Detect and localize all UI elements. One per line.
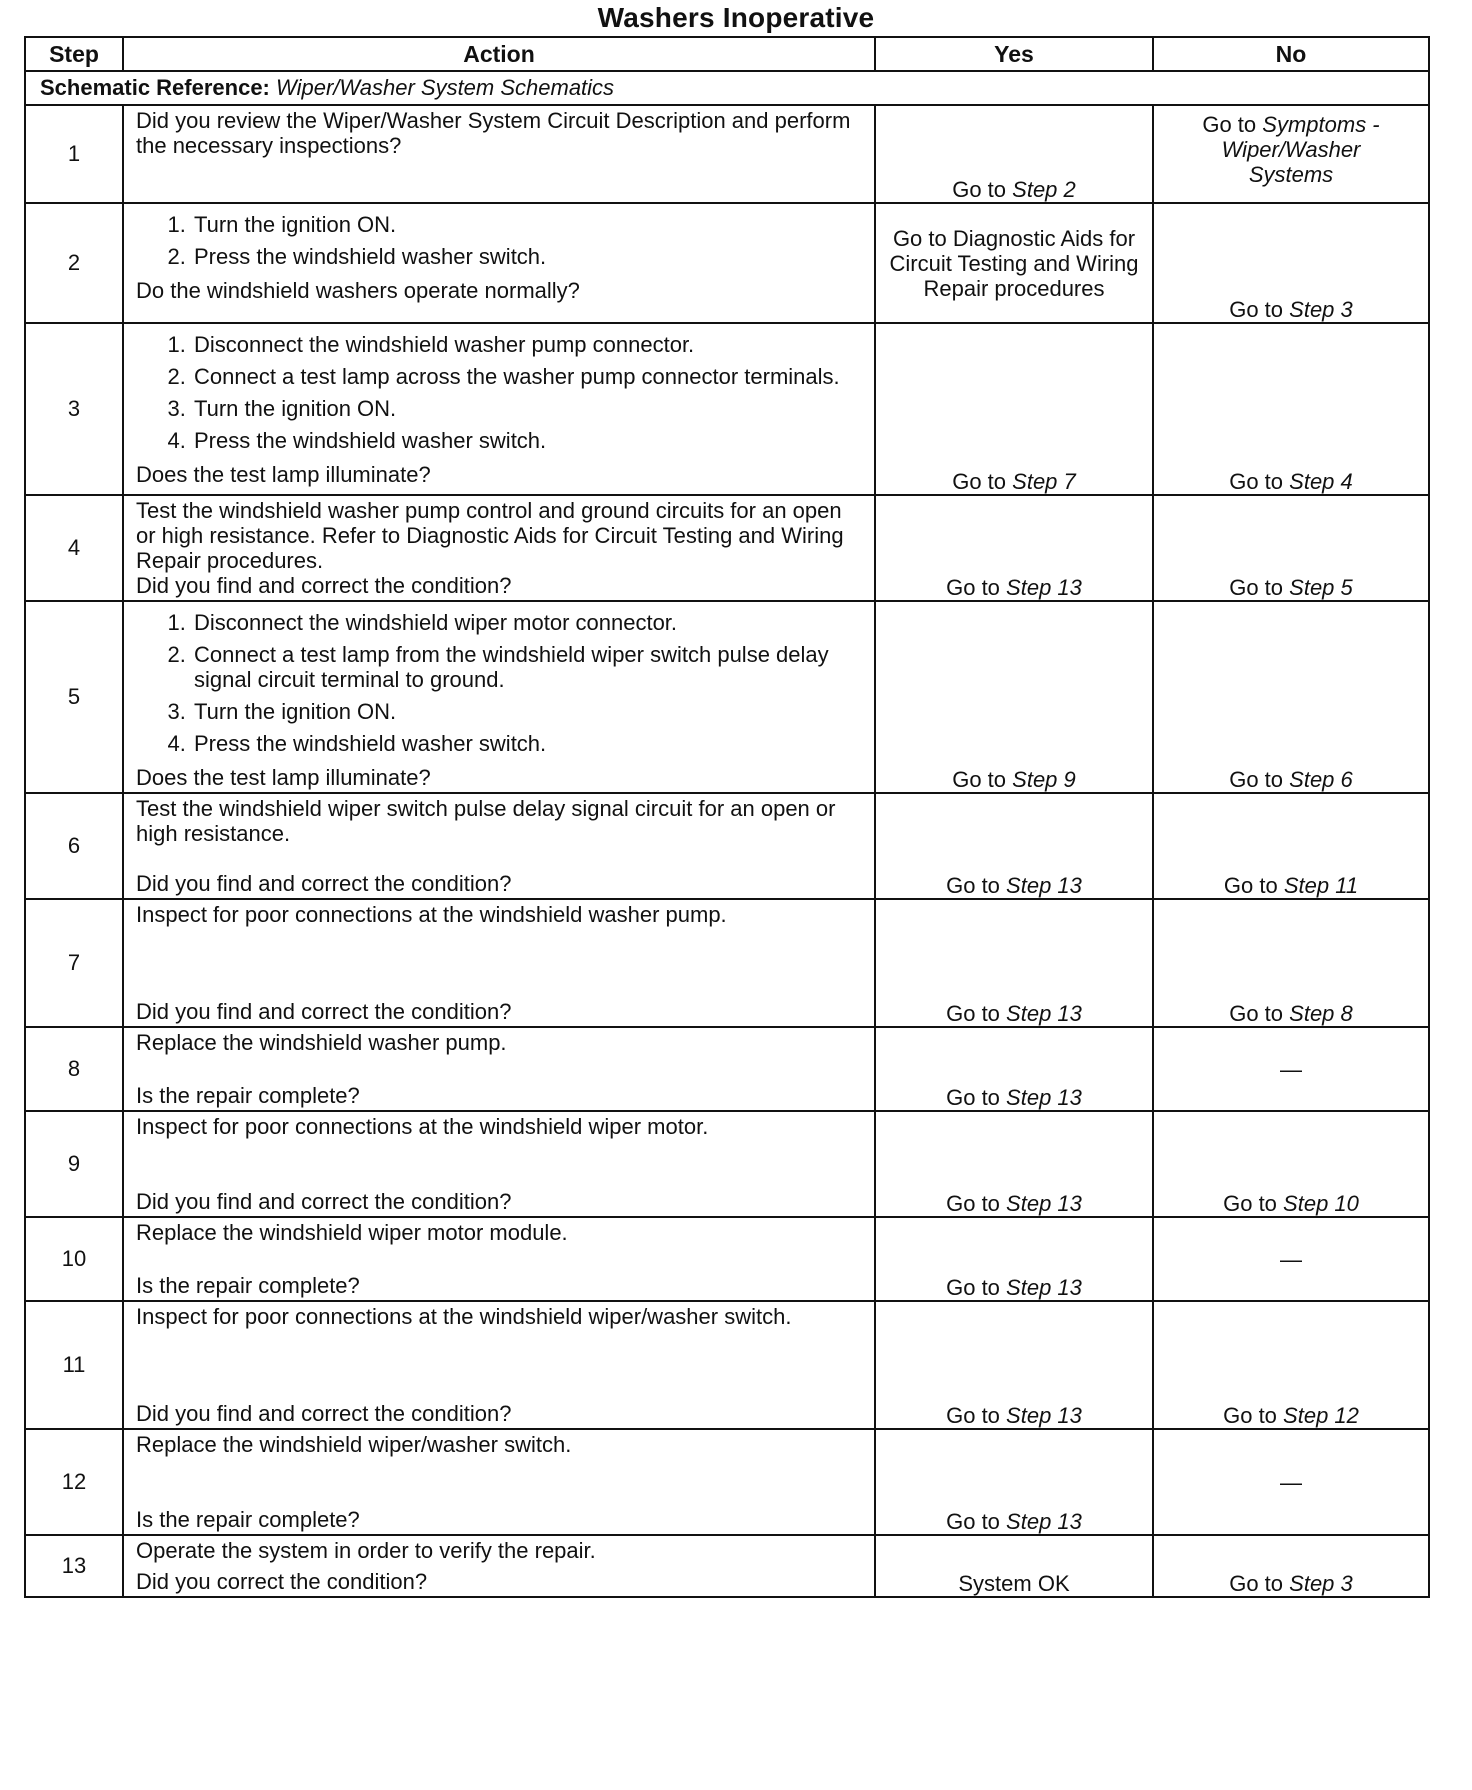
list-item: 1. Disconnect the windshield wiper motor connector.: [192, 610, 864, 635]
table-row: [25, 899, 1429, 1027]
no-outcome-text: —: [1280, 1056, 1302, 1082]
yes-outcome-link[interactable]: Step 13: [1006, 1085, 1082, 1110]
no-outcome-link[interactable]: Step 6: [1289, 767, 1353, 792]
action-content: [124, 324, 874, 494]
yes-cell: [875, 1027, 1153, 1111]
action-content: [124, 496, 874, 600]
no-cell: [1153, 899, 1429, 1027]
action-content: [124, 1302, 874, 1428]
action-content: [124, 602, 874, 792]
yes-outcome-text: Go to: [946, 1085, 1000, 1110]
step-number: 11: [25, 1301, 123, 1429]
table-row: [25, 793, 1429, 899]
action-cell: [123, 203, 875, 323]
list-item: 2. Press the windshield washer switch.: [192, 244, 864, 269]
no-cell: [1153, 1535, 1429, 1597]
no-cell: [1153, 203, 1429, 323]
no-outcome-text: Go to: [1223, 873, 1278, 898]
no-cell: [1153, 105, 1429, 203]
action-question: Do the windshield washers operate normally?: [136, 278, 580, 303]
list-item: 4. Press the windshield washer switch.: [192, 428, 864, 453]
action-question: Did you find and correct the condition?: [136, 999, 512, 1024]
no-cell: [1153, 1027, 1429, 1111]
no-cell: [1153, 601, 1429, 793]
yes-cell: [875, 1429, 1153, 1535]
action-content: [124, 900, 874, 1026]
action-question: Did you correct the condition?: [136, 1569, 428, 1594]
no-outcome-text: —: [1280, 1469, 1302, 1495]
action-steps-list: [136, 610, 864, 763]
yes-cell: [875, 899, 1153, 1027]
no-outcome-text: Go to: [1229, 767, 1284, 792]
table-row: [25, 105, 1429, 203]
header-action: Action: [123, 37, 875, 71]
step-number: 3: [25, 323, 123, 495]
diagnostic-table: [24, 36, 1430, 1598]
action-cell: [123, 105, 875, 203]
yes-outcome-text: Go to: [952, 177, 1007, 202]
table-row: [25, 495, 1429, 601]
yes-cell: [875, 793, 1153, 899]
no-outcome-link[interactable]: Step 4: [1289, 469, 1353, 494]
action-instruction: Test the windshield wiper switch pulse delay signal circuit for an open or high resistance.: [136, 796, 836, 846]
no-outcome-text: Go to: [1223, 1191, 1277, 1216]
header-row: [25, 37, 1429, 71]
action-cell: [123, 1429, 875, 1535]
action-instruction: Test the windshield washer pump control and ground circuits for an open or high resistance. Refer to Diagnostic Aids for Circuit Testing and Wiring Repair procedures.: [136, 498, 844, 573]
step-number: 5: [25, 601, 123, 793]
table-row: [25, 1301, 1429, 1429]
step-number: 12: [25, 1429, 123, 1535]
yes-outcome-text: Go to: [946, 1275, 1000, 1300]
action-content: [124, 1218, 874, 1300]
action-question: Does the test lamp illuminate?: [136, 462, 431, 487]
no-outcome-link[interactable]: Step 10: [1283, 1191, 1359, 1216]
no-cell: [1153, 1301, 1429, 1429]
action-cell: [123, 1217, 875, 1301]
yes-outcome-link[interactable]: Step 13: [1006, 1509, 1082, 1534]
action-instruction: Operate the system in order to verify the repair.: [136, 1538, 596, 1563]
no-cell: [1153, 1429, 1429, 1535]
list-item: 4. Press the windshield washer switch.: [192, 731, 864, 756]
no-cell: [1153, 793, 1429, 899]
yes-cell: [875, 105, 1153, 203]
table-row: [25, 1111, 1429, 1217]
table-row: [25, 203, 1429, 323]
yes-cell: [875, 1301, 1153, 1429]
schematic-reference: [25, 71, 1429, 105]
action-content: [124, 1112, 874, 1216]
action-content: [124, 106, 874, 202]
no-outcome-link[interactable]: Step 12: [1283, 1403, 1359, 1428]
action-question: Is the repair complete?: [136, 1507, 360, 1532]
action-content: [124, 1028, 874, 1110]
action-instruction: Replace the windshield wiper/washer switch.: [136, 1432, 572, 1457]
action-question: Did you find and correct the condition?: [136, 573, 512, 598]
yes-outcome-text: Go to: [946, 1191, 1000, 1216]
yes-outcome-text: Go to: [946, 1509, 1000, 1534]
step-number: 8: [25, 1027, 123, 1111]
action-content: [124, 1430, 874, 1534]
header-step: Step: [25, 37, 123, 71]
action-question: Did you find and correct the condition?: [136, 1401, 512, 1426]
no-outcome-text: Go to: [1229, 469, 1284, 494]
yes-outcome-link[interactable]: Step 13: [1006, 1191, 1082, 1216]
yes-cell: [875, 1535, 1153, 1597]
action-steps-list: [136, 332, 864, 460]
action-cell: [123, 1535, 875, 1597]
action-instruction: Did you review the Wiper/Washer System Circuit Description and perform the necessary inspections?: [136, 108, 851, 158]
yes-outcome-text: Go to: [952, 469, 1007, 494]
no-cell: [1153, 495, 1429, 601]
table-row: [25, 1429, 1429, 1535]
list-item: 3. Turn the ignition ON.: [192, 699, 864, 724]
table-row: [25, 323, 1429, 495]
yes-outcome-link[interactable]: Step 2: [1012, 177, 1076, 202]
step-number: 1: [25, 105, 123, 203]
yes-outcome-text: Go to: [946, 1001, 1000, 1026]
no-outcome-text: Go to: [1229, 1001, 1284, 1026]
no-outcome-link[interactable]: Step 5: [1289, 575, 1353, 600]
action-content: [124, 204, 874, 322]
no-outcome-text: Go to: [1229, 575, 1284, 600]
yes-outcome-link[interactable]: Step 13: [1006, 1275, 1082, 1300]
action-cell: [123, 495, 875, 601]
yes-cell: [875, 1217, 1153, 1301]
yes-outcome-link[interactable]: Step 13: [1006, 575, 1082, 600]
action-cell: [123, 1301, 875, 1429]
yes-cell: [875, 601, 1153, 793]
action-content: [124, 794, 874, 898]
no-outcome-link[interactable]: Step 11: [1283, 873, 1359, 898]
action-steps-list: [136, 212, 864, 276]
header-yes: Yes: [875, 37, 1153, 71]
action-instruction: Replace the windshield washer pump.: [136, 1030, 507, 1055]
step-number: 9: [25, 1111, 123, 1217]
table-row: [25, 1027, 1429, 1111]
action-question: Does the test lamp illuminate?: [136, 765, 431, 790]
no-cell: [1153, 1111, 1429, 1217]
action-question: Did you find and correct the condition?: [136, 1189, 512, 1214]
yes-cell: [875, 203, 1153, 323]
list-item: 2. Connect a test lamp across the washer pump connector terminals.: [192, 364, 864, 389]
step-number: 6: [25, 793, 123, 899]
step-number: 13: [25, 1535, 123, 1597]
no-outcome-link[interactable]: Symptoms - Wiper/Washer Systems: [1221, 112, 1380, 187]
no-outcome-text: —: [1280, 1246, 1302, 1272]
action-cell: [123, 601, 875, 793]
schematic-reference-label: Schematic Reference:: [40, 75, 270, 100]
yes-outcome-link[interactable]: Step 7: [1012, 469, 1076, 494]
list-item: 1. Turn the ignition ON.: [192, 212, 864, 237]
step-number: 7: [25, 899, 123, 1027]
yes-outcome-link[interactable]: Step 13: [1006, 873, 1082, 898]
action-cell: [123, 1111, 875, 1217]
action-question: Did you find and correct the condition?: [136, 871, 512, 896]
action-instruction: Replace the windshield wiper motor module.: [136, 1220, 568, 1245]
schematic-reference-row: [25, 71, 1429, 105]
action-cell: [123, 1027, 875, 1111]
action-cell: [123, 899, 875, 1027]
step-number: 2: [25, 203, 123, 323]
no-cell: [1153, 1217, 1429, 1301]
table-row: [25, 1535, 1429, 1597]
no-outcome-text: Go to: [1223, 1403, 1277, 1428]
no-outcome-link[interactable]: Step 8: [1289, 1001, 1353, 1026]
action-content: [124, 1536, 874, 1596]
list-item: 2. Connect a test lamp from the windshield wiper switch pulse delay signal circuit terminal to ground.: [192, 642, 864, 692]
page-title: Washers Inoperative: [597, 2, 875, 33]
table-row: [25, 601, 1429, 793]
action-instruction: Inspect for poor connections at the windshield wiper/washer switch.: [136, 1304, 792, 1329]
yes-outcome-text: Go to: [946, 873, 1000, 898]
no-outcome-text: Go to: [1202, 112, 1257, 137]
yes-outcome-text: Go to: [946, 1403, 1000, 1428]
yes-outcome-link[interactable]: Step 13: [1006, 1403, 1082, 1428]
step-number: 10: [25, 1217, 123, 1301]
action-question: Is the repair complete?: [136, 1273, 360, 1298]
no-outcome-link[interactable]: Step 3: [1289, 297, 1353, 322]
action-cell: [123, 323, 875, 495]
no-outcome-text: Go to: [1229, 297, 1284, 322]
yes-outcome-text: Go to Diagnostic Aids for Circuit Testing and Wiring Repair procedures: [889, 225, 1139, 301]
yes-cell: [875, 495, 1153, 601]
action-instruction: Inspect for poor connections at the windshield washer pump.: [136, 902, 727, 927]
yes-outcome-link[interactable]: Step 13: [1006, 1001, 1082, 1026]
no-cell: [1153, 323, 1429, 495]
step-number: 4: [25, 495, 123, 601]
header-no: No: [1153, 37, 1429, 71]
no-outcome-text: Go to: [1229, 1571, 1284, 1596]
list-item: 1. Disconnect the windshield washer pump connector.: [192, 332, 864, 357]
yes-cell: [875, 323, 1153, 495]
yes-outcome-text: Go to: [946, 575, 1000, 600]
list-item: 3. Turn the ignition ON.: [192, 396, 864, 421]
action-instruction: Inspect for poor connections at the windshield wiper motor.: [136, 1114, 709, 1139]
yes-outcome-text: Go to: [952, 767, 1007, 792]
no-outcome-link[interactable]: Step 3: [1289, 1571, 1353, 1596]
schematic-reference-link[interactable]: Wiper/Washer System Schematics: [276, 75, 615, 100]
yes-outcome-text: System OK: [958, 1571, 1070, 1596]
action-cell: [123, 793, 875, 899]
yes-cell: [875, 1111, 1153, 1217]
table-row: [25, 1217, 1429, 1301]
action-question: Is the repair complete?: [136, 1083, 360, 1108]
yes-outcome-link[interactable]: Step 9: [1012, 767, 1076, 792]
